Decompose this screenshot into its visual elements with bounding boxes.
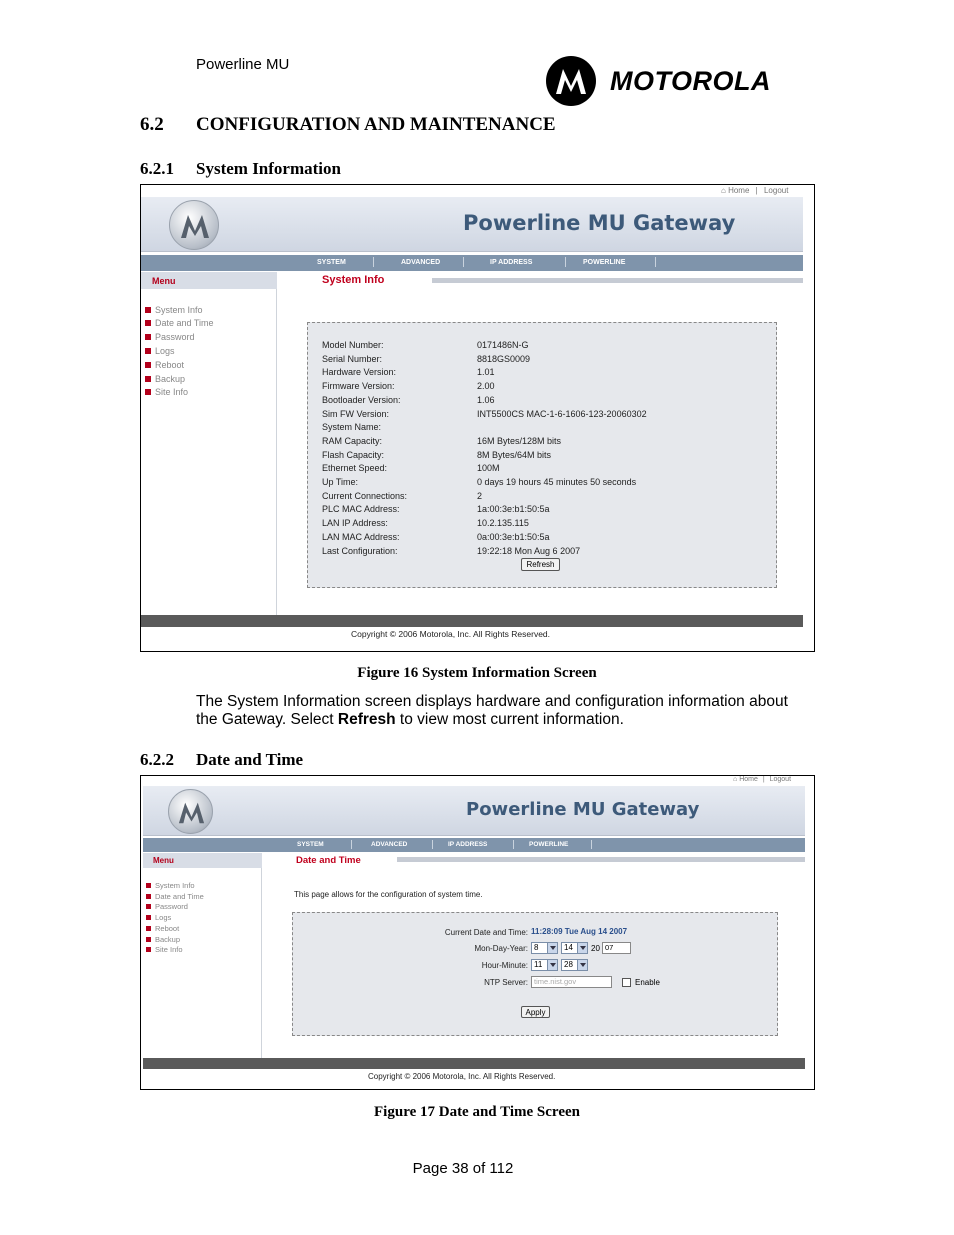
bullet-icon	[146, 883, 151, 888]
info-value: 16M Bytes/128M bits	[477, 435, 562, 446]
sidebar-item-backup[interactable]: Backup	[146, 935, 180, 944]
logout-link[interactable]: Logout	[769, 776, 792, 783]
sidebar-item-system-info[interactable]: System Info	[145, 305, 203, 315]
month-select[interactable]: 8	[531, 942, 558, 954]
info-label: System Name:	[322, 422, 382, 433]
refresh-button[interactable]: Refresh	[521, 558, 560, 571]
bullet-icon	[145, 334, 151, 340]
info-label: RAM Capacity:	[322, 435, 383, 446]
bullet-icon	[146, 894, 151, 899]
sidebar-item-password[interactable]: Password	[145, 332, 195, 342]
date-time-screenshot	[140, 775, 815, 1090]
system-info-screenshot	[140, 184, 815, 652]
home-link[interactable]: Home	[739, 776, 758, 783]
sidebar-item-site-info[interactable]: Site Info	[146, 945, 183, 954]
bullet-icon	[146, 947, 151, 952]
info-value: 0a:00:3e:b1:50:5a	[477, 531, 550, 542]
main-tab-bar	[143, 838, 805, 852]
apply-button[interactable]: Apply	[521, 1006, 550, 1018]
info-label: Sim FW Version:	[322, 408, 390, 419]
bullet-icon	[145, 307, 151, 313]
info-value: INT5500CS MAC-1-6-1606-123-20060302	[477, 408, 647, 419]
info-label: Flash Capacity:	[322, 449, 385, 460]
info-value: 1.06	[477, 394, 495, 405]
body-paragraph: The System Information screen displays hardware and configuration information about the Gateway. Select Refresh to view most current information.	[196, 693, 788, 728]
tab-advanced[interactable]: ADVANCED	[401, 259, 441, 266]
top-link-separator: |	[755, 186, 758, 195]
gateway-banner	[141, 197, 803, 252]
info-value: 8818GS0009	[477, 353, 531, 364]
sidebar-item-site-info[interactable]: Site Info	[145, 387, 188, 397]
bullet-icon	[146, 904, 151, 909]
day-select[interactable]: 14	[561, 942, 588, 954]
info-label: LAN IP Address:	[322, 518, 388, 529]
info-value: 1.01	[477, 367, 495, 378]
sidebar-item-logs[interactable]: Logs	[146, 913, 171, 922]
figure-16-caption: Figure 16 System Information Screen	[357, 665, 597, 681]
info-value: 1a:00:3e:b1:50:5a	[477, 504, 550, 515]
chevron-down-icon	[577, 943, 587, 953]
chevron-down-icon	[547, 943, 557, 953]
info-label: Ethernet Speed:	[322, 463, 388, 474]
tab-system[interactable]: SYSTEM	[317, 259, 346, 266]
chevron-down-icon	[547, 960, 557, 970]
sidebar-item-reboot[interactable]: Reboot	[146, 924, 179, 933]
info-value: 0171486N-G	[477, 340, 529, 350]
subsection-number: 6.2.1	[140, 159, 174, 178]
info-value: 10.2.135.115	[477, 518, 529, 529]
title-underline-bar	[397, 857, 805, 862]
home-icon: ⌂	[721, 186, 726, 195]
copyright-text: Copyright © 2006 Motorola, Inc. All Rights Reserved.	[351, 629, 551, 639]
top-links	[721, 186, 788, 195]
bullet-icon	[145, 348, 151, 354]
info-value: 2.00	[477, 381, 495, 392]
figure-17-caption: Figure 17 Date and Time Screen	[374, 1104, 580, 1120]
info-value: 2	[477, 490, 483, 501]
copyright-text: Copyright © 2006 Motorola, Inc. All Rights Reserved.	[368, 1072, 556, 1081]
home-link[interactable]: Home	[728, 186, 750, 195]
footer-bar	[143, 1058, 805, 1069]
current-date-value: 11:28:09 Tue Aug 14 2007	[531, 927, 628, 936]
info-label: Up Time:	[322, 477, 359, 487]
page-title: Date and Time	[296, 855, 361, 866]
gateway-banner	[143, 786, 805, 836]
batwing-icon	[546, 56, 596, 106]
tab-powerline[interactable]: POWERLINE	[583, 259, 626, 266]
subsection-title-2: Date and Time	[196, 750, 304, 769]
subsection-number-2: 6.2.2	[140, 750, 174, 769]
page-number: Page 38 of 112	[412, 1160, 514, 1177]
info-label: LAN MAC Address:	[322, 531, 400, 542]
sidebar-item-system-info[interactable]: System Info	[146, 881, 195, 890]
info-label: Current Connections:	[322, 490, 408, 501]
bullet-icon	[145, 389, 151, 395]
chevron-down-icon	[577, 960, 587, 970]
section-title: CONFIGURATION AND MAINTENANCE	[196, 114, 556, 135]
tab-powerline[interactable]: POWERLINE	[529, 841, 569, 848]
sidebar-item-password[interactable]: Password	[146, 902, 188, 911]
title-underline-bar	[432, 278, 803, 283]
motorola-wordmark: MOTOROLA	[610, 66, 771, 96]
motorola-logo-icon	[168, 789, 213, 834]
info-value: 8M Bytes/64M bits	[477, 449, 552, 460]
menu-header: Menu	[143, 853, 262, 868]
info-label: Model Number:	[322, 340, 384, 350]
sidebar-item-logs[interactable]: Logs	[145, 346, 175, 356]
refresh-emphasis: Refresh	[337, 711, 396, 728]
ntp-server-label: NTP Server:	[484, 978, 528, 987]
document-header-title: Powerline MU	[196, 56, 290, 73]
home-icon: ⌂	[733, 776, 738, 783]
tab-ip-address[interactable]: IP ADDRESS	[448, 841, 488, 848]
bullet-icon	[146, 915, 151, 920]
bullet-icon	[145, 376, 151, 382]
top-links	[733, 776, 791, 783]
sidebar-item-reboot[interactable]: Reboot	[145, 360, 184, 370]
tab-advanced[interactable]: ADVANCED	[371, 841, 408, 848]
motorola-batwing-logo	[546, 56, 596, 106]
banner-title: Powerline MU Gateway	[466, 799, 700, 820]
hour-minute-label: Hour-Minute:	[481, 961, 528, 970]
sidebar-item-backup[interactable]: Backup	[145, 374, 185, 384]
enable-label: Enable	[635, 978, 660, 987]
sidebar-item-date-time[interactable]: Date and Time	[146, 892, 204, 901]
year-prefix: 20	[591, 944, 600, 953]
bullet-icon	[146, 937, 151, 942]
info-label: PLC MAC Address:	[322, 504, 400, 515]
info-label: Bootloader Version:	[322, 394, 401, 405]
bullet-icon	[145, 362, 151, 368]
motorola-logo-icon	[169, 200, 219, 250]
info-value: 0 days 19 hours 45 minutes 50 seconds	[477, 477, 637, 487]
mon-day-year-label: Mon-Day-Year:	[474, 944, 528, 953]
subsection-title: System Information	[196, 159, 341, 178]
banner-title: Powerline MU Gateway	[463, 211, 736, 235]
section-number: 6.2	[140, 114, 164, 135]
tab-ip-address[interactable]: IP ADDRESS	[490, 259, 533, 266]
info-value: 100M	[477, 463, 500, 474]
bullet-icon	[146, 926, 151, 931]
current-date-label: Current Date and Time:	[444, 928, 528, 937]
page-title: System Info	[322, 274, 385, 286]
sidebar-item-date-time[interactable]: Date and Time	[145, 318, 214, 328]
info-label: Hardware Version:	[322, 367, 397, 378]
footer-bar	[141, 615, 803, 627]
info-label: Last Configuration:	[322, 545, 398, 556]
ntp-server-input[interactable]: time.nist.gov	[531, 976, 612, 988]
info-label: Firmware Version:	[322, 381, 395, 392]
intro-text: This page allows for the configuration of system time.	[294, 890, 483, 899]
ntp-enable-checkbox[interactable]	[622, 978, 631, 987]
minute-select[interactable]: 28	[561, 959, 588, 971]
bullet-icon	[145, 320, 151, 326]
menu-header: Menu	[141, 272, 277, 289]
year-input[interactable]: 07	[602, 942, 631, 954]
main-tab-bar	[141, 255, 803, 271]
info-label: Serial Number:	[322, 353, 383, 364]
tab-system[interactable]: SYSTEM	[297, 841, 324, 848]
info-value: 19:22:18 Mon Aug 6 2007	[477, 545, 581, 556]
logout-link[interactable]: Logout	[763, 186, 789, 195]
hour-select[interactable]: 11	[531, 959, 558, 971]
top-link-separator: |	[762, 776, 765, 783]
